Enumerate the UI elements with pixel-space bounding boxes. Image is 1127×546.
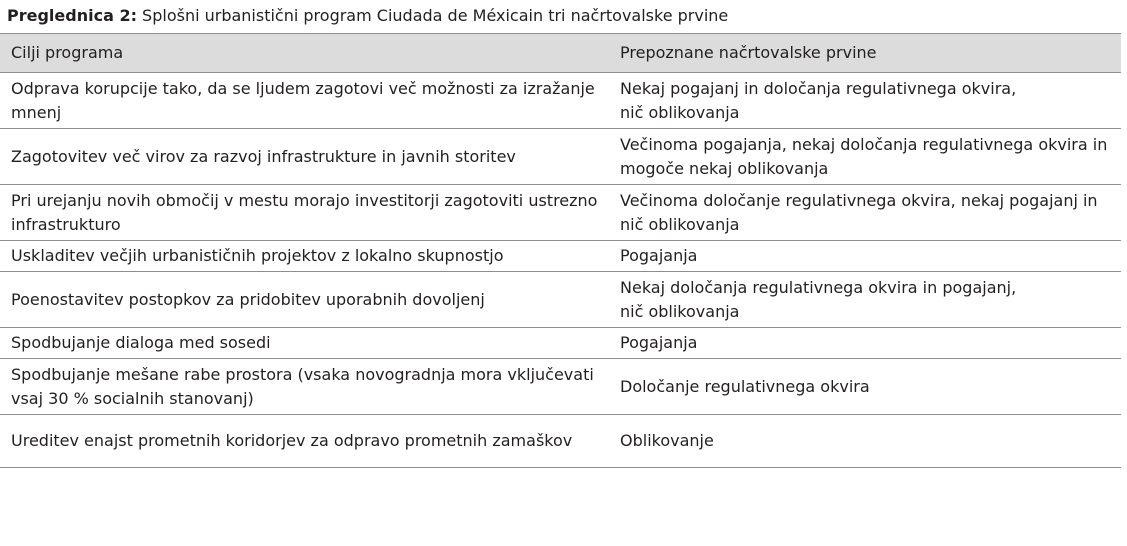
goal-line: Spodbujanje dialoga med sosedi	[11, 333, 271, 352]
goal-line: Poenostavitev postopkov za pridobitev uporabnih dovoljenj	[11, 289, 485, 309]
goal-cell	[0, 185, 609, 241]
elements-line: mogoče nekaj oblikovanja	[620, 158, 829, 178]
caption-label: Preglednica 2:	[7, 6, 137, 25]
header-program-goals: Cilji programa	[0, 34, 609, 73]
elements-line: Oblikovanje	[620, 431, 714, 450]
table-row	[0, 73, 1121, 129]
goal-cell	[0, 359, 609, 415]
goal-line: Zagotovitev več virov za razvoj infrastrukture in javnih storitev	[11, 146, 516, 166]
elements-line: Nekaj določanja regulativnega okvira in pogajanj,	[620, 277, 1017, 297]
table-row	[0, 359, 1121, 415]
goal-cell	[0, 415, 609, 468]
header-planning-elements: Prepoznane načrtovalske prvine	[609, 34, 1121, 73]
goal-line: mnenj	[11, 102, 62, 122]
elements-line: Pogajanja	[620, 246, 698, 265]
elements-line: nič oblikovanja	[620, 102, 740, 122]
elements-line: Večinoma pogajanja, nekaj določanja regulativnega okvira in	[620, 134, 1108, 154]
elements-line: Nekaj pogajanj in določanja regulativnega okvira,	[620, 78, 1017, 98]
goal-cell	[0, 272, 609, 328]
elements-cell	[609, 359, 1121, 415]
elements-cell	[609, 241, 1121, 272]
goal-cell	[0, 73, 609, 129]
elements-cell	[609, 272, 1121, 328]
elements-line: nič oblikovanja	[620, 214, 740, 234]
goal-line: vsaj 30 % socialnih stanovanj)	[11, 388, 254, 408]
elements-line: Določanje regulativnega okvira	[620, 376, 870, 396]
planning-elements-table	[0, 33, 1121, 468]
elements-cell	[609, 185, 1121, 241]
table-caption	[7, 6, 728, 26]
elements-cell	[609, 415, 1121, 468]
elements-cell	[609, 328, 1121, 359]
table-row	[0, 272, 1121, 328]
elements-cell	[609, 129, 1121, 185]
table-row	[0, 415, 1121, 468]
elements-cell	[609, 73, 1121, 129]
goal-cell	[0, 129, 609, 185]
goal-line: Ureditev enajst prometnih koridorjev za odpravo prometnih zamaškov	[11, 431, 573, 450]
table-row	[0, 185, 1121, 241]
table-row	[0, 328, 1121, 359]
goal-line: Uskladitev večjih urbanističnih projektov z lokalno skupnostjo	[11, 246, 504, 265]
elements-line: Pogajanja	[620, 333, 698, 352]
table-row	[0, 129, 1121, 185]
goal-cell	[0, 241, 609, 272]
goal-line: Pri urejanju novih območij v mestu morajo investitorji zagotoviti ustrezno	[11, 190, 598, 210]
goal-cell	[0, 328, 609, 359]
goal-line: infrastrukturo	[11, 214, 121, 234]
table-row	[0, 241, 1121, 272]
goal-line: Odprava korupcije tako, da se ljudem zagotovi več možnosti za izražanje	[11, 78, 595, 98]
elements-line: nič oblikovanja	[620, 301, 740, 321]
elements-line: Večinoma določanje regulativnega okvira, nekaj pogajanj in	[620, 190, 1098, 210]
table-header-row	[0, 34, 1121, 73]
caption-text: Splošni urbanistični program Ciudada de Méxicain tri načrtovalske prvine	[136, 6, 729, 25]
goal-line: Spodbujanje mešane rabe prostora (vsaka novogradnja mora vključevati	[11, 364, 594, 384]
